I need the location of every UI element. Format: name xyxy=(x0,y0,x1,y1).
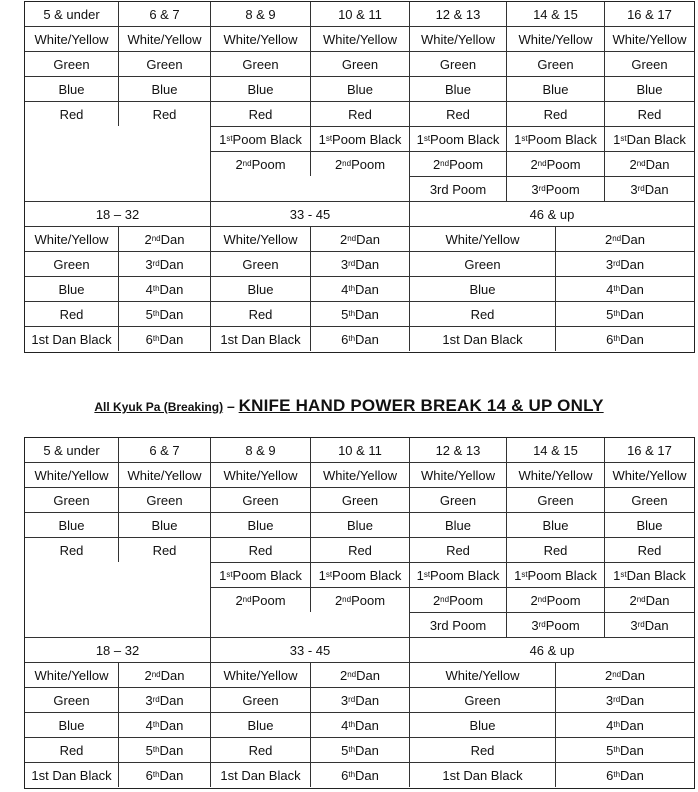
belt-cell: Green xyxy=(25,487,118,512)
belt-cell xyxy=(118,176,210,201)
belt-cell: Blue xyxy=(210,512,310,537)
belt-cell: 2 nd Poom xyxy=(310,151,409,176)
adult-cell: Blue xyxy=(409,276,555,301)
belt-cell: 3 rd Dan xyxy=(604,612,694,637)
age-header: 16 & 17 xyxy=(604,2,694,26)
adult-age-header: 33 - 45 xyxy=(210,637,409,662)
age-header: 12 & 13 xyxy=(409,2,506,26)
belt-cell: Red xyxy=(506,537,604,562)
belt-cell xyxy=(118,562,210,587)
division-table-top xyxy=(24,1,695,353)
belt-cell: 2 nd Poom xyxy=(506,587,604,612)
adult-cell: 1st Dan Black xyxy=(409,326,555,351)
adult-cell: 2 nd Dan xyxy=(118,662,210,687)
adult-cell: Red xyxy=(210,737,310,762)
belt-row xyxy=(25,26,694,51)
adult-cell: 2 nd Dan xyxy=(310,226,409,251)
belt-cell xyxy=(25,176,118,201)
adult-cell: 6 th Dan xyxy=(118,762,210,787)
belt-cell: White/Yellow xyxy=(310,462,409,487)
belt-cell: Blue xyxy=(118,76,210,101)
belt-cell: 1 st Poom Black xyxy=(409,126,506,151)
age-header: 6 & 7 xyxy=(118,2,210,26)
belt-row xyxy=(25,562,694,587)
belt-cell: Green xyxy=(310,51,409,76)
belt-cell: Blue xyxy=(409,76,506,101)
adult-cell: Blue xyxy=(210,712,310,737)
belt-cell: 2 nd Poom xyxy=(210,587,310,612)
belt-row xyxy=(25,126,694,151)
belt-cell: Green xyxy=(604,487,694,512)
age-header: 6 & 7 xyxy=(118,438,210,462)
belt-cell: 3 rd Poom xyxy=(506,612,604,637)
adult-cell: 6 th Dan xyxy=(118,326,210,351)
belt-cell: Blue xyxy=(118,512,210,537)
adult-row xyxy=(25,687,694,712)
belt-cell: Red xyxy=(210,101,310,126)
belt-cell: Red xyxy=(310,101,409,126)
belt-cell: Red xyxy=(604,537,694,562)
belt-row xyxy=(25,101,694,126)
adult-cell: 5 th Dan xyxy=(555,301,694,326)
adult-age-header: 33 - 45 xyxy=(210,201,409,226)
belt-cell: Blue xyxy=(506,512,604,537)
belt-cell: 3rd Poom xyxy=(409,176,506,201)
belt-row xyxy=(25,51,694,76)
age-header: 8 & 9 xyxy=(210,438,310,462)
belt-cell: 2 nd Poom xyxy=(310,587,409,612)
belt-cell: 2 nd Poom xyxy=(409,587,506,612)
belt-cell xyxy=(25,562,118,587)
adult-cell: 4 th Dan xyxy=(310,712,409,737)
belt-cell: 1 st Dan Black xyxy=(604,126,694,151)
caption xyxy=(0,396,698,416)
belt-cell: Green xyxy=(25,51,118,76)
adult-cell: 5 th Dan xyxy=(555,737,694,762)
caption-title: KNIFE HAND POWER BREAK 14 & UP ONLY xyxy=(238,396,604,415)
adult-cell: 4 th Dan xyxy=(118,712,210,737)
belt-cell: 1 st Poom Black xyxy=(409,562,506,587)
belt-cell xyxy=(25,151,118,176)
belt-cell: Blue xyxy=(506,76,604,101)
adult-cell: 5 th Dan xyxy=(118,301,210,326)
adult-cell: 5 th Dan xyxy=(310,737,409,762)
adult-cell: 6 th Dan xyxy=(555,762,694,787)
belt-cell: Red xyxy=(409,101,506,126)
adult-row xyxy=(25,251,694,276)
belt-row xyxy=(25,612,694,637)
adult-header-row xyxy=(25,201,694,226)
belt-cell: 2 nd Poom xyxy=(409,151,506,176)
belt-cell: Blue xyxy=(25,512,118,537)
adult-cell: 4 th Dan xyxy=(118,276,210,301)
adult-age-header: 18 – 32 xyxy=(25,637,210,662)
belt-cell: Red xyxy=(310,537,409,562)
belt-cell: White/Yellow xyxy=(409,462,506,487)
adult-cell: 4 th Dan xyxy=(555,276,694,301)
belt-cell: Green xyxy=(604,51,694,76)
belt-cell: White/Yellow xyxy=(25,462,118,487)
age-header: 10 & 11 xyxy=(310,2,409,26)
adult-age-header: 18 – 32 xyxy=(25,201,210,226)
belt-cell: 3rd Poom xyxy=(409,612,506,637)
adult-cell: 6 th Dan xyxy=(310,326,409,351)
adult-cell: 1st Dan Black xyxy=(210,762,310,787)
belt-cell: Red xyxy=(118,537,210,562)
belt-cell: Red xyxy=(118,101,210,126)
belt-cell: 2 nd Dan xyxy=(604,587,694,612)
belt-cell: White/Yellow xyxy=(118,462,210,487)
adult-cell: 3 rd Dan xyxy=(310,251,409,276)
belt-cell: Blue xyxy=(25,76,118,101)
belt-cell xyxy=(25,126,118,151)
belt-cell: 1 st Poom Black xyxy=(210,126,310,151)
belt-cell xyxy=(118,126,210,151)
belt-cell: Green xyxy=(409,51,506,76)
caption-event: All Kyuk Pa (Breaking) xyxy=(94,400,224,414)
belt-cell: Blue xyxy=(310,512,409,537)
age-header: 16 & 17 xyxy=(604,438,694,462)
belt-cell: Blue xyxy=(310,76,409,101)
adult-cell: Blue xyxy=(210,276,310,301)
age-header: 8 & 9 xyxy=(210,2,310,26)
belt-cell: White/Yellow xyxy=(604,462,694,487)
adult-cell: Green xyxy=(210,687,310,712)
adult-cell: 2 nd Dan xyxy=(555,226,694,251)
adult-age-header: 46 & up xyxy=(409,201,694,226)
belt-cell: 1 st Poom Black xyxy=(310,562,409,587)
belt-cell xyxy=(118,587,210,612)
adult-cell: 2 nd Dan xyxy=(310,662,409,687)
belt-cell xyxy=(118,612,210,637)
caption-dash: – xyxy=(223,398,239,414)
belt-cell: Green xyxy=(506,51,604,76)
belt-cell: 2 nd Poom xyxy=(210,151,310,176)
adult-row xyxy=(25,762,694,787)
belt-cell: Green xyxy=(118,51,210,76)
adult-cell: White/Yellow xyxy=(210,226,310,251)
adult-cell: 2 nd Dan xyxy=(118,226,210,251)
adult-cell: Red xyxy=(409,737,555,762)
belt-row xyxy=(25,176,694,201)
belt-cell xyxy=(25,612,118,637)
belt-cell: White/Yellow xyxy=(25,26,118,51)
belt-cell: Green xyxy=(409,487,506,512)
belt-cell: White/Yellow xyxy=(210,462,310,487)
belt-cell xyxy=(210,176,310,201)
age-header: 14 & 15 xyxy=(506,438,604,462)
adult-cell: Green xyxy=(25,687,118,712)
belt-cell xyxy=(118,151,210,176)
adult-cell: 3 rd Dan xyxy=(310,687,409,712)
adult-cell: Red xyxy=(25,301,118,326)
belt-row xyxy=(25,151,694,176)
belt-cell: White/Yellow xyxy=(506,26,604,51)
belt-cell xyxy=(210,612,310,637)
adult-cell: 4 th Dan xyxy=(555,712,694,737)
adult-age-header: 46 & up xyxy=(409,637,694,662)
adult-row xyxy=(25,326,694,351)
belt-cell xyxy=(310,612,409,637)
adult-row xyxy=(25,276,694,301)
belt-cell: Blue xyxy=(604,76,694,101)
adult-cell: White/Yellow xyxy=(25,226,118,251)
belt-cell: White/Yellow xyxy=(118,26,210,51)
age-header: 12 & 13 xyxy=(409,438,506,462)
adult-cell: 3 rd Dan xyxy=(118,687,210,712)
adult-cell: Red xyxy=(210,301,310,326)
adult-row xyxy=(25,301,694,326)
adult-cell: 5 th Dan xyxy=(118,737,210,762)
belt-cell: 1 st Poom Black xyxy=(210,562,310,587)
adult-cell: Green xyxy=(409,251,555,276)
adult-cell: 6 th Dan xyxy=(310,762,409,787)
adult-cell: 5 th Dan xyxy=(310,301,409,326)
adult-cell: Blue xyxy=(409,712,555,737)
belt-cell: Blue xyxy=(604,512,694,537)
belt-row xyxy=(25,487,694,512)
age-header: 5 & under xyxy=(43,6,100,22)
adult-cell: White/Yellow xyxy=(409,662,555,687)
belt-cell: Red xyxy=(604,101,694,126)
adult-cell: 6 th Dan xyxy=(555,326,694,351)
belt-row xyxy=(25,76,694,101)
age-header: 14 & 15 xyxy=(506,2,604,26)
adult-header-row xyxy=(25,637,694,662)
belt-cell xyxy=(310,176,409,201)
belt-cell: Green xyxy=(118,487,210,512)
belt-row xyxy=(25,462,694,487)
division-table-bottom xyxy=(24,437,695,789)
age-header: 5 & under xyxy=(43,442,100,458)
age-header: 10 & 11 xyxy=(310,438,409,462)
adult-cell: 1st Dan Black xyxy=(25,326,118,351)
adult-cell: Blue xyxy=(25,712,118,737)
belt-cell: 1 st Dan Black xyxy=(604,562,694,587)
adult-cell: 4 th Dan xyxy=(310,276,409,301)
adult-row xyxy=(25,712,694,737)
belt-row xyxy=(25,587,694,612)
adult-cell: 3 rd Dan xyxy=(118,251,210,276)
adult-cell: Green xyxy=(25,251,118,276)
belt-cell xyxy=(25,587,118,612)
belt-cell: 3 rd Poom xyxy=(506,176,604,201)
adult-cell: 3 rd Dan xyxy=(555,251,694,276)
belt-cell: Green xyxy=(210,487,310,512)
belt-cell: Red xyxy=(25,101,118,126)
belt-cell: Green xyxy=(506,487,604,512)
belt-cell: Red xyxy=(210,537,310,562)
belt-cell: Green xyxy=(310,487,409,512)
belt-cell: White/Yellow xyxy=(506,462,604,487)
belt-cell: 2 nd Dan xyxy=(604,151,694,176)
adult-row xyxy=(25,226,694,251)
age-header-row xyxy=(25,2,694,26)
belt-cell: Red xyxy=(25,537,118,562)
adult-cell: White/Yellow xyxy=(25,662,118,687)
belt-cell: 2 nd Poom xyxy=(506,151,604,176)
adult-cell: White/Yellow xyxy=(210,662,310,687)
adult-row xyxy=(25,737,694,762)
adult-cell: Green xyxy=(210,251,310,276)
adult-cell: Green xyxy=(409,687,555,712)
adult-cell: 2 nd Dan xyxy=(555,662,694,687)
adult-cell: White/Yellow xyxy=(409,226,555,251)
belt-cell: White/Yellow xyxy=(310,26,409,51)
belt-cell: Blue xyxy=(409,512,506,537)
adult-cell: 1st Dan Black xyxy=(210,326,310,351)
belt-cell: White/Yellow xyxy=(409,26,506,51)
belt-cell: 1 st Poom Black xyxy=(506,126,604,151)
adult-cell: Red xyxy=(25,737,118,762)
adult-cell: Blue xyxy=(25,276,118,301)
belt-cell: Green xyxy=(210,51,310,76)
adult-row xyxy=(25,662,694,687)
belt-cell: Blue xyxy=(210,76,310,101)
belt-cell: Red xyxy=(409,537,506,562)
belt-cell: White/Yellow xyxy=(210,26,310,51)
adult-cell: 1st Dan Black xyxy=(409,762,555,787)
age-header-row xyxy=(25,438,694,462)
belt-cell: 1 st Poom Black xyxy=(506,562,604,587)
belt-row xyxy=(25,512,694,537)
belt-cell: White/Yellow xyxy=(604,26,694,51)
adult-cell: 1st Dan Black xyxy=(25,762,118,787)
belt-cell: 3 rd Dan xyxy=(604,176,694,201)
belt-cell: Red xyxy=(506,101,604,126)
adult-cell: 3 rd Dan xyxy=(555,687,694,712)
belt-row xyxy=(25,537,694,562)
adult-cell: Red xyxy=(409,301,555,326)
belt-cell: 1 st Poom Black xyxy=(310,126,409,151)
